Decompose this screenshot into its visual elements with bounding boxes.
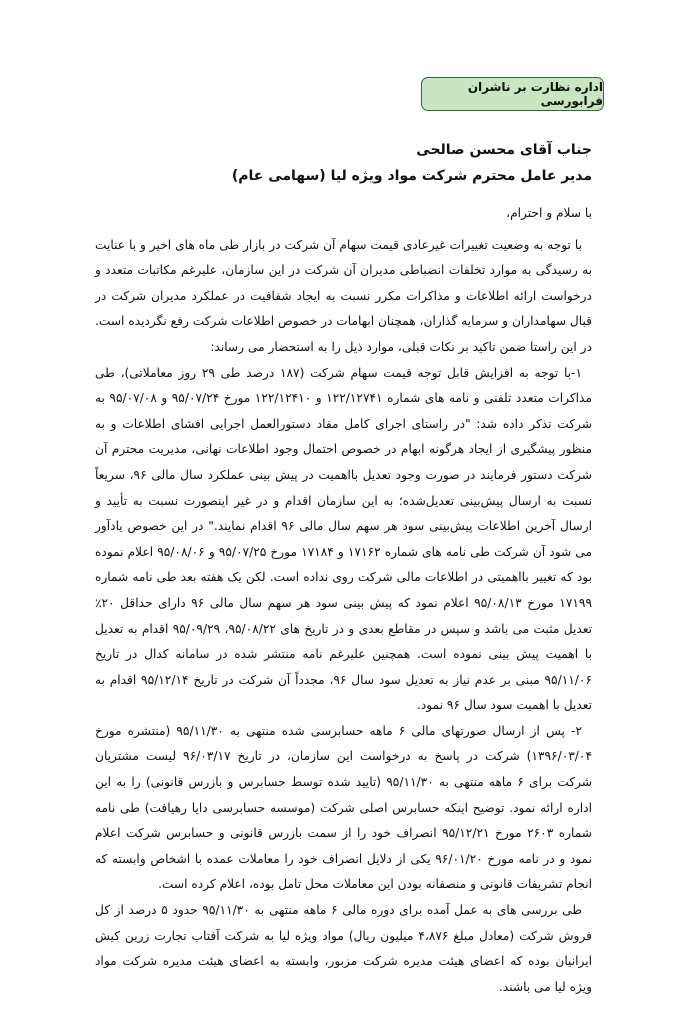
- paragraph-intro: با توجه به وضعیت تغییرات غیرعادی قیمت سهام آن شرکت در بازار طی ماه های اخیر و با عنایت به رسیدگی به موارد تخلفات انضباطی مدیران آن شرکت در این سازمان، علیرغم مکاتبات متعدد و درخواست ارائه اطلاعات و مذاکرات مکرر نسبت به ایجاد شفافیت در عملکرد مدیران شرکت در قبال سهامداران و سرمایه گذاران، همچنان ابهامات در خصوص اطلاعات شرکت رفع نگردیده است. در این راستا ضمن تاکید بر نکات قبلی، موارد ذیل را به استحضار می رساند:: [95, 237, 592, 354]
- paragraph-item-1: ۱-با توجه به افزایش قابل توجه قیمت سهام شرکت (۱۸۷ درصد طی ۲۹ روز معاملاتی)، طی مذاکرات متعدد تلفنی و نامه های شماره ۱۲۲/۱۲۷۴۱ و ۱۲۲/۱۲۴۱۰ مورخ ۹۵/۰۷/۲۴ و ۹۵/۰۷/۰۸ به شرکت تذکر داده شد: "در راستای اجرای کامل مفاد دستورالعمل اجرایی افشای اطلاعات و به منظور پیشگیری از ایجاد هرگونه ابهام در خصوص احتمال وجود اطلاعات نهانی، مدیریت محترم آن شرکت دستور فرمایند در صورت وجود تعدیل بااهمیت در پیش بینی عملکرد سال مالی ۹۶، سریعاً نسبت به ارسال پیش‌بینی تعدیل‌شده؛ به این سازمان اقدام و در غیر اینصورت نسبت به تأیید و ارسال آخرین اطلاعات پیش‌بینی سود هر سهم سال مالی ۹۶ اقدام نمایند." در این خصوص یادآور می شود آن شرکت طی نامه های شماره ۱۷۱۶۲ و ۱۷۱۸۴ مورخ ۹۵/۰۷/۲۵ و ۹۵/۰۸/۰۶ اعلام نموده بود که تغییر بااهمیتی در اطلاعات مالی شرکت روی نداده است. لکن یک هفته بعد طی نامه شماره ۱۷۱۹۹ مورخ ۹۵/۰۸/۱۳ اعلام نمود که پیش بینی سود هر سهم سال مالی ۹۶ دارای حداقل ۲۰٪ تعدیل مثبت می باشد و سپس در مقاطع بعدی و در تاریخ های ۹۵/۰۸/۲۲، ۹۵/۰۹/۲۹ اقدام به تعدیل با اهمیت پیش بینی نموده است. همچنین علیرغم نامه منتشر شده در سامانه کدال در تاریخ ۹۵/۱۱/۰۶ مبنی بر عدم نیاز به تعدیل سود سال ۹۶، مجدداً آن شرکت در تاریخ ۹۵/۱۲/۱۴ اقدام به تعدیل با اهمیت سود سال ۹۶ نمود.: [95, 365, 593, 713]
- letter-body: [95, 201, 592, 1000]
- addressee-block: [112, 137, 592, 189]
- department-label: اداره نظارت بر ناشران فرابورسی: [467, 80, 603, 108]
- addressee-name: جناب آقای محسن صالحی: [416, 142, 592, 158]
- paragraph-findings: طی بررسی های به عمل آمده برای دوره مالی ۶ ماهه منتهی به ۹۵/۱۱/۳۰ حدود ۵ درصد از کل فروش شرکت (معادل مبلغ ۴،۸۷۶ میلیون ریال) مواد ویژه لیا به شرکت آفتاب تجارت زرین کیش ایرانیان بوده که اعضای هیئت مدیره شرکت مزبور، وابسته به اعضای هیئت مدیره شرکت مواد ویژه لیا می باشند.: [95, 903, 592, 994]
- addressee-position: مدیر عامل محترم شرکت مواد ویژه لیا (سهامی عام): [231, 168, 592, 184]
- greeting: با سلام و احترام،: [506, 206, 592, 220]
- paragraph-item-2: ۲- پس از ارسال صورتهای مالی ۶ ماهه حسابرسی شده منتهی به ۹۵/۱۱/۳۰ (منتشره مورخ ۱۳۹۶/۰۳/۰۴) شرکت در پاسخ به درخواست این سازمان، در تاریخ ۹۶/۰۳/۱۷ لیست مشتریان شرکت برای ۶ ماهه منتهی به ۹۵/۱۱/۳۰ (تایید شده توسط حسابرس و بازرس قانونی) را به این اداره ارائه نمود. توضیح اینکه حسابرس اصلی شرکت (موسسه حسابرسی دایا رهیافت) طی نامه شماره ۲۶۰۳ مورخ ۹۵/۱۲/۲۱ انصراف خود را از سمت بازرس قانونی و حسابرس شرکت اعلام نمود و در نامه مورخ ۹۶/۰۱/۲۰ یکی از دلایل انصراف خود را معاملات عمده با اشخاص وابسته که انجام تشریفات قانونی و منصفانه بودن این معاملات محل تامل بوده، اعلام کرده است.: [95, 723, 593, 892]
- department-label-box: [421, 77, 604, 111]
